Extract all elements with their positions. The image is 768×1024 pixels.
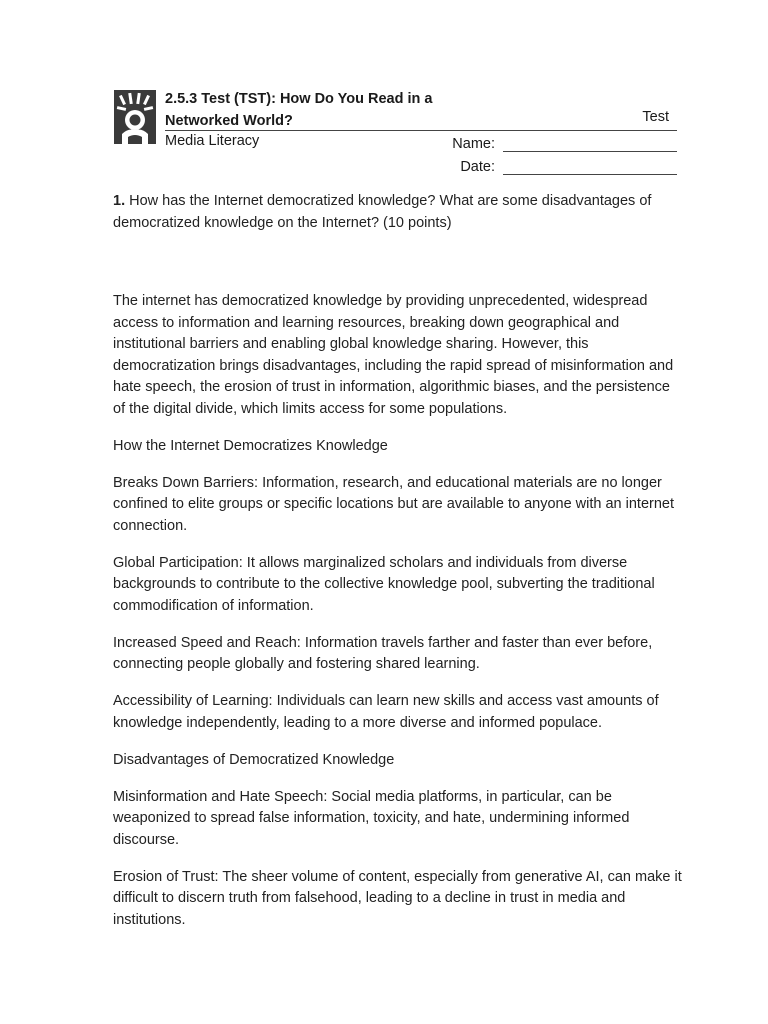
question-1 — [113, 190, 683, 234]
test-title-line-2: Networked World? — [165, 113, 293, 129]
header-divider — [165, 130, 677, 131]
answer-section-heading: Disadvantages of Democratized Knowledge — [113, 751, 395, 768]
course-subject: Media Literacy — [165, 133, 260, 149]
date-label: Date: — [460, 159, 495, 175]
answer-paragraph: Misinformation and Hate Speech: Social media platforms, in particular, can be weaponized to spread false information, toxicity, and hate, undermining informed discourse. — [113, 788, 630, 848]
answer-body — [113, 291, 683, 947]
question-text: How has the Internet democratized knowledge? What are some disadvantages of democratized knowledge on the Internet? (10 points) — [113, 193, 652, 231]
document-type-label: Test — [642, 109, 669, 125]
answer-paragraph: Breaks Down Barriers: Information, research, and educational materials are no longer confined to elite groups or specific locations but are available to anyone with an internet connection. — [113, 474, 675, 534]
name-blank[interactable] — [503, 135, 677, 152]
test-title — [165, 88, 485, 132]
publisher-logo-icon — [114, 90, 156, 144]
question-number: 1. — [113, 193, 126, 209]
answer-paragraph: Accessibility of Learning: Individuals can learn new skills and access vast amounts of knowledge independently, leading to a more diverse and informed populace. — [113, 693, 659, 731]
answer-paragraph: Global Participation: It allows marginalized scholars and individuals from diverse backgrounds to contribute to the collective knowledge pool, subverting the traditional commodification of information. — [113, 554, 655, 614]
test-title-line-1: 2.5.3 Test (TST): How Do You Read in a — [165, 91, 433, 107]
answer-paragraph: Erosion of Trust: The sheer volume of content, especially from generative AI, can make it difficult to discern truth from falsehood, leading to a decline in trust in media and institutions. — [113, 868, 682, 928]
name-label: Name: — [452, 136, 495, 152]
name-field — [435, 135, 677, 152]
date-blank[interactable] — [503, 158, 677, 175]
date-field — [435, 158, 677, 175]
answer-section-heading: How the Internet Democratizes Knowledge — [113, 437, 388, 454]
answer-paragraph: Increased Speed and Reach: Information travels farther and faster than ever before, connecting people globally and fostering shared learning. — [113, 634, 653, 672]
answer-paragraph: The internet has democratized knowledge by providing unprecedented, widespread access to information and learning resources, breaking down geographical and institutional barriers and enabling global knowledge sharing. However, this democratization brings disadvantages, including the rapid spread of misinformation and hate speech, the erosion of trust in information, algorithmic biases, and the persistence of the digital divide, which limits access for some populations. — [113, 293, 674, 417]
